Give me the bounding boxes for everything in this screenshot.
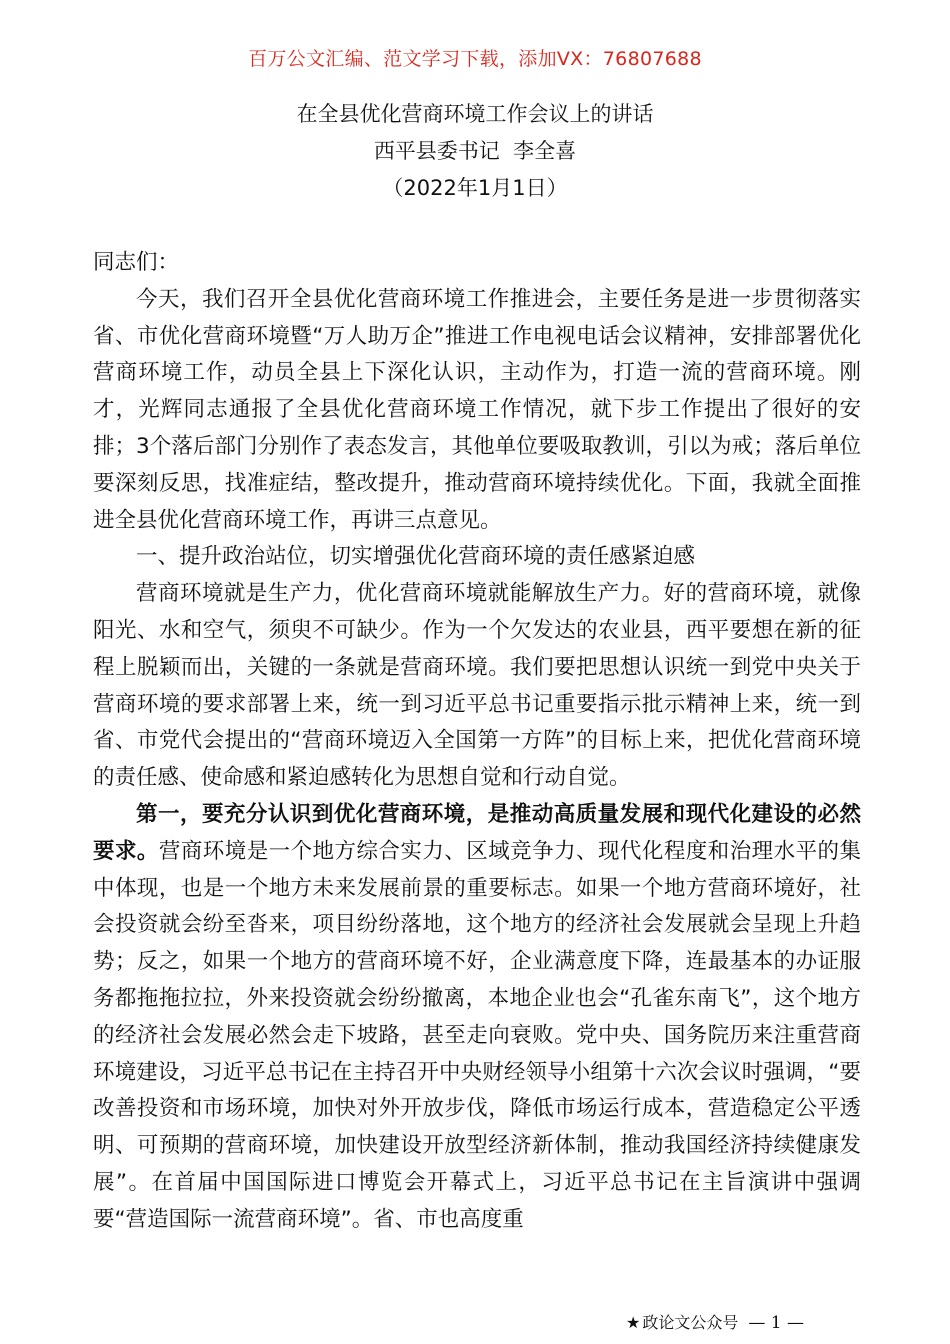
section-heading-1: 一、提升政治站位，切实增强优化营商环境的责任感紧迫感 [136,544,696,570]
title-block [0,96,950,207]
salutation: 同志们： [93,250,180,275]
first-point-lead: 第一，要充分认识到优化营商环境，是推动高质量发展和现代化建设的必然要求。 [93,801,861,864]
paragraph-business-environment: 营商环境就是生产力，优化营商环境就能解放生产力。好的营商环境，就像阳光、水和空气，须臾不可缺少。作为一个欠发达的农业县，西平要想在新的征程上脱颖而出，关键的一条就是营商环境。我们要把思想认识统一到党中央关于营商环境的要求部署上来，统一到习近平总书记重要指示批示精神上来，统一到省、市党代会提出的“营商环境迈入全国第一方阵”的目标上来，把优化营商环境的责任感、使命感和紧迫感转化为思想自觉和行动自觉。 [93,581,861,791]
paragraph-first-point [93,797,861,1239]
first-point-text: 营商环境是一个地方综合实力、区域竞争力、现代化程度和治理水平的集中体现，也是一个地方未来发展前景的重要标志。如果一个地方营商环境好，社会投资就会纷至沓来，项目纷纷落地，这个地方的经济社会发展就会呈现上升趋势；反之，如果一个地方的营商环境不好，企业满意度下降，连最基本的办证服务都拖拖拉拉，外来投资就会纷纷撤离，本地企业也会“孔雀东南飞”，这个地方的经济社会发展必然会走下坡路，甚至走向衰败。党中央、国务院历来注重营商环境建设，习近平总书记在主持召开中央财经领导小组第十六次会议时强调，“要改善投资和市场环境，加快对外开放步伐，降低市场运行成本，营造稳定公平透明、可预期的营商环境，加快建设开放型经济新体制，推动我国经济持续健康发展”。在首届中国国际进口博览会开幕式上，习近平总书记在主旨演讲中强调要“营造国际一流营商环境”。省、市也高度重 [93,838,861,1232]
speaker-line: 西平县委书记 李全喜 [373,139,577,163]
speech-body [93,245,861,1239]
promo-banner: 百万公文汇编、范文学习下载，添加VX：76807688 [248,48,702,70]
page-footer [626,1310,876,1333]
paragraph-intro: 今天，我们召开全县优化营商环境工作推进会，主要任务是进一步贯彻落实省、市优化营商环境暨“万人助万企”推进工作电视电话会议精神，安排部署优化营商环境工作，动员全县上下深化认识，主动作为，打造一流的营商环境。刚才，光辉同志通报了全县优化营商环境工作情况，就下步工作提出了很好的安排；3个落后部门分别作了表态发言，其他单位要吸取教训，引以为戒；落后单位要深刻反思，找准症结，整改提升，推动营商环境持续优化。下面，我就全面推进全县优化营商环境工作，再讲三点意见。 [93,286,861,533]
speech-title: 在全县优化营商环境工作会议上的讲话 [296,102,654,126]
page-number: — 1 — [748,1313,804,1333]
star-icon: ★ [626,1313,641,1332]
speech-date: （2022年1月1日） [382,176,568,200]
footer-source: 政论文公众号 [642,1313,739,1332]
